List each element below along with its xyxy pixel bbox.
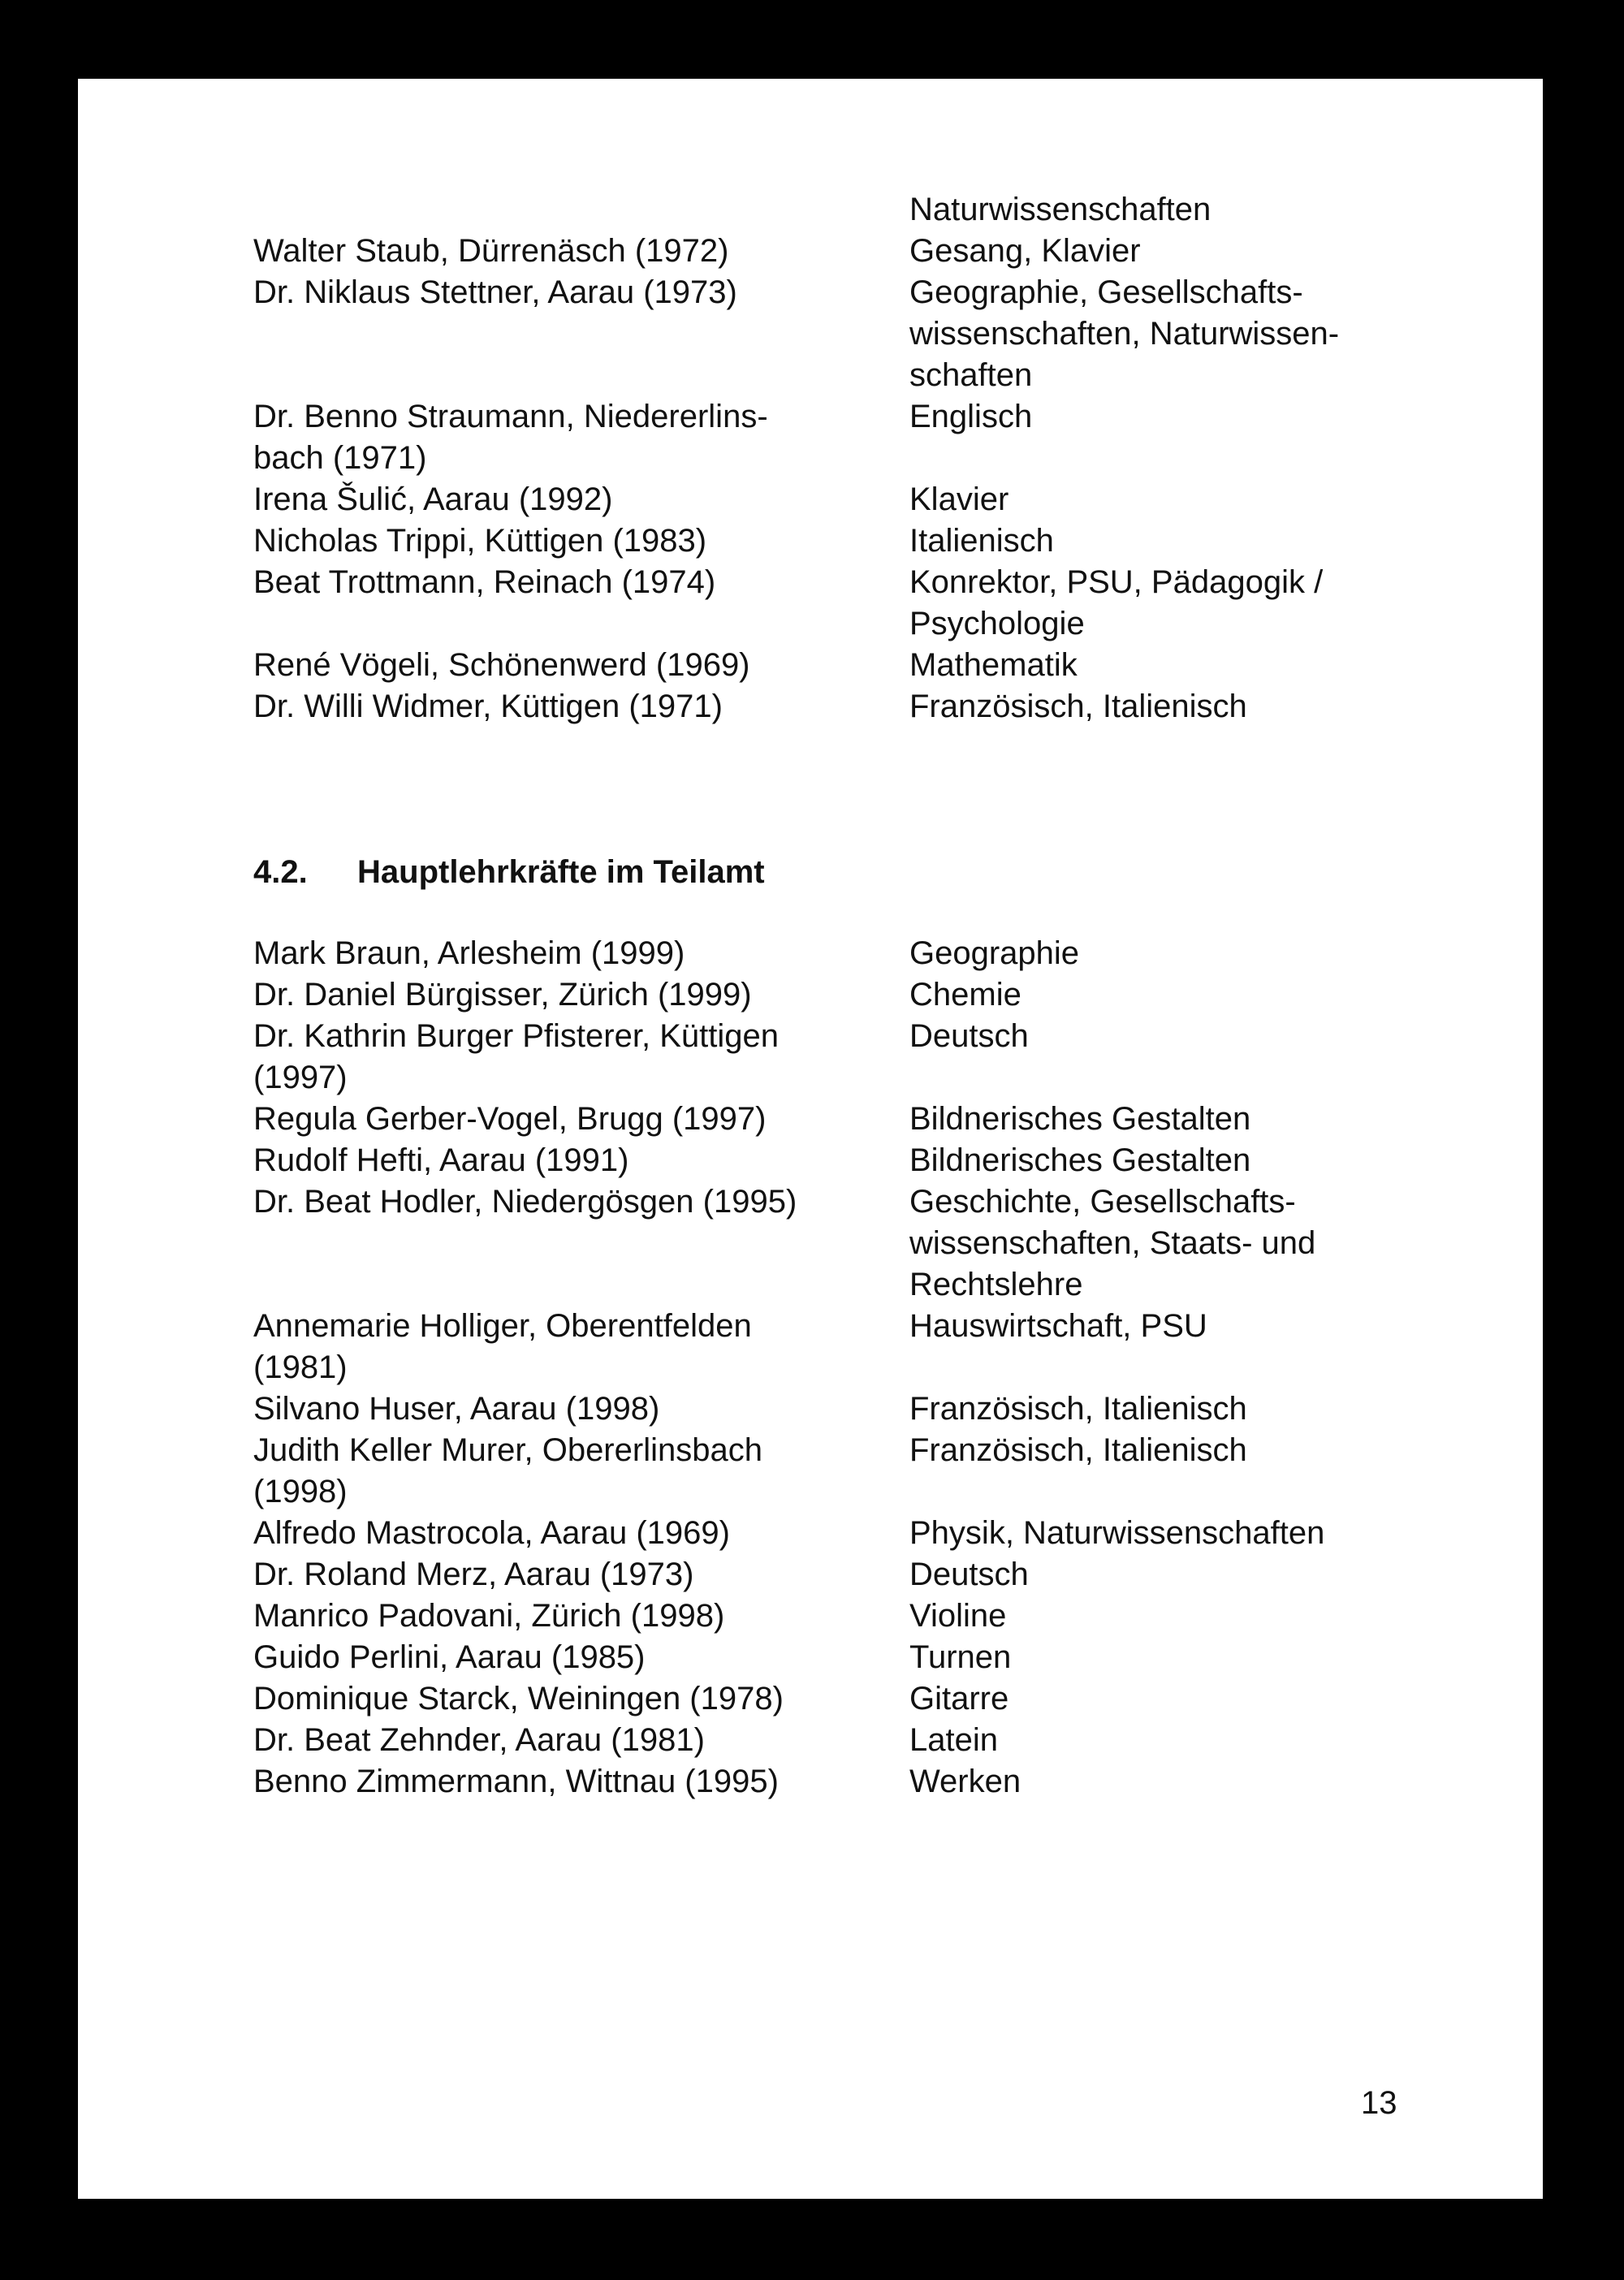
teacher-subject: Deutsch bbox=[909, 1018, 1029, 1054]
teacher-name: Dr. Roland Merz, Aarau (1973) bbox=[253, 1557, 694, 1592]
teacher-subject: wissenschaften, Staats- und bbox=[909, 1225, 1316, 1261]
list-row bbox=[78, 1430, 1543, 1471]
teacher-name: Irena Šulić, Aarau (1992) bbox=[253, 481, 613, 517]
list-row bbox=[78, 396, 1543, 438]
teacher-subject: Konrektor, PSU, Pädagogik / bbox=[909, 564, 1324, 600]
list-row bbox=[78, 603, 1543, 645]
list-row bbox=[78, 272, 1543, 313]
section-title: Hauptlehrkräfte im Teilamt bbox=[357, 854, 765, 890]
list-row bbox=[78, 1347, 1543, 1388]
teacher-name: Annemarie Holliger, Oberentfelden bbox=[253, 1308, 752, 1344]
list-row bbox=[78, 189, 1543, 231]
teacher-subject: schaften bbox=[909, 357, 1033, 393]
teacher-subject: Gesang, Klavier bbox=[909, 233, 1141, 269]
teacher-subject: Hauswirtschaft, PSU bbox=[909, 1308, 1207, 1344]
teacher-name: Dr. Willi Widmer, Küttigen (1971) bbox=[253, 689, 723, 724]
teacher-subject: Bildnerisches Gestalten bbox=[909, 1101, 1251, 1137]
list-row bbox=[78, 1140, 1543, 1181]
teacher-name: Guido Perlini, Aarau (1985) bbox=[253, 1639, 646, 1675]
teacher-name: Dr. Daniel Bürgisser, Zürich (1999) bbox=[253, 977, 752, 1013]
teacher-subject: Bildnerisches Gestalten bbox=[909, 1142, 1251, 1178]
teacher-name: René Vögeli, Schönenwerd (1969) bbox=[253, 647, 750, 683]
list-row bbox=[78, 686, 1543, 728]
teacher-subject: Geographie bbox=[909, 935, 1080, 971]
list-row bbox=[78, 1637, 1543, 1678]
list-row bbox=[78, 1057, 1543, 1099]
teacher-subject: Gitarre bbox=[909, 1681, 1009, 1716]
teacher-subject: Psychologie bbox=[909, 606, 1085, 641]
list-row bbox=[78, 1181, 1543, 1223]
teacher-list-full-time bbox=[78, 189, 1543, 728]
document-page bbox=[78, 79, 1543, 2199]
teacher-subject: Naturwissenschaften bbox=[909, 192, 1212, 227]
teacher-subject: Französisch, Italienisch bbox=[909, 1391, 1247, 1427]
section-heading bbox=[253, 852, 765, 893]
teacher-subject: Französisch, Italienisch bbox=[909, 689, 1247, 724]
list-row bbox=[78, 1264, 1543, 1306]
section-number: 4.2. bbox=[253, 854, 308, 890]
list-row bbox=[78, 1223, 1543, 1264]
teacher-name: Dr. Niklaus Stettner, Aarau (1973) bbox=[253, 274, 737, 310]
teacher-name: Dr. Kathrin Burger Pfisterer, Küttigen bbox=[253, 1018, 779, 1054]
teacher-subject: Physik, Naturwissenschaften bbox=[909, 1515, 1325, 1551]
list-row bbox=[78, 1596, 1543, 1637]
teacher-subject: Chemie bbox=[909, 977, 1021, 1013]
teacher-subject: Violine bbox=[909, 1598, 1007, 1634]
teacher-subject: Werken bbox=[909, 1764, 1021, 1799]
teacher-subject: Turnen bbox=[909, 1639, 1012, 1675]
teacher-name: Dr. Beat Hodler, Niedergösgen (1995) bbox=[253, 1184, 797, 1220]
teacher-name: Dr. Benno Straumann, Niedererlins- bbox=[253, 399, 768, 434]
list-row bbox=[78, 1678, 1543, 1720]
teacher-name: Rudolf Hefti, Aarau (1991) bbox=[253, 1142, 629, 1178]
teacher-subject: Rechtslehre bbox=[909, 1267, 1083, 1302]
teacher-name: Judith Keller Murer, Obererlinsbach bbox=[253, 1432, 762, 1468]
list-row bbox=[78, 1720, 1543, 1761]
list-row bbox=[78, 1471, 1543, 1513]
teacher-name: Regula Gerber-Vogel, Brugg (1997) bbox=[253, 1101, 767, 1137]
teacher-name: Nicholas Trippi, Küttigen (1983) bbox=[253, 523, 707, 559]
teacher-subject: Englisch bbox=[909, 399, 1033, 434]
teacher-list-part-time bbox=[78, 933, 1543, 1803]
list-row bbox=[78, 1761, 1543, 1803]
teacher-name: (1998) bbox=[253, 1474, 348, 1509]
teacher-subject: Mathematik bbox=[909, 647, 1078, 683]
teacher-subject: Deutsch bbox=[909, 1557, 1029, 1592]
teacher-name: Silvano Huser, Aarau (1998) bbox=[253, 1391, 660, 1427]
teacher-name: Dominique Starck, Weiningen (1978) bbox=[253, 1681, 784, 1716]
teacher-subject: Geschichte, Gesellschafts- bbox=[909, 1184, 1296, 1220]
teacher-name: Beat Trottmann, Reinach (1974) bbox=[253, 564, 716, 600]
list-row bbox=[78, 1554, 1543, 1596]
list-row bbox=[78, 520, 1543, 562]
teacher-name: Manrico Padovani, Zürich (1998) bbox=[253, 1598, 725, 1634]
teacher-name: Walter Staub, Dürrenäsch (1972) bbox=[253, 233, 729, 269]
list-row bbox=[78, 1513, 1543, 1554]
teacher-name: (1997) bbox=[253, 1060, 348, 1095]
list-row bbox=[78, 231, 1543, 272]
teacher-subject: Italienisch bbox=[909, 523, 1054, 559]
list-row bbox=[78, 438, 1543, 479]
page-number: 13 bbox=[1361, 2085, 1397, 2121]
teacher-name: Dr. Beat Zehnder, Aarau (1981) bbox=[253, 1722, 705, 1758]
teacher-subject: Klavier bbox=[909, 481, 1009, 517]
list-row bbox=[78, 645, 1543, 686]
list-row bbox=[78, 933, 1543, 974]
teacher-subject: Geographie, Gesellschafts- bbox=[909, 274, 1303, 310]
list-row bbox=[78, 1099, 1543, 1140]
list-row bbox=[78, 355, 1543, 396]
teacher-name: Benno Zimmermann, Wittnau (1995) bbox=[253, 1764, 779, 1799]
teacher-subject: wissenschaften, Naturwissen- bbox=[909, 316, 1340, 352]
list-row bbox=[78, 1388, 1543, 1430]
teacher-name: Mark Braun, Arlesheim (1999) bbox=[253, 935, 685, 971]
list-row bbox=[78, 479, 1543, 520]
teacher-name: bach (1971) bbox=[253, 440, 427, 476]
list-row bbox=[78, 1306, 1543, 1347]
list-row bbox=[78, 313, 1543, 355]
teacher-subject: Französisch, Italienisch bbox=[909, 1432, 1247, 1468]
list-row bbox=[78, 974, 1543, 1016]
list-row bbox=[78, 1016, 1543, 1057]
teacher-subject: Latein bbox=[909, 1722, 998, 1758]
teacher-name: (1981) bbox=[253, 1349, 348, 1385]
list-row bbox=[78, 562, 1543, 603]
teacher-name: Alfredo Mastrocola, Aarau (1969) bbox=[253, 1515, 730, 1551]
